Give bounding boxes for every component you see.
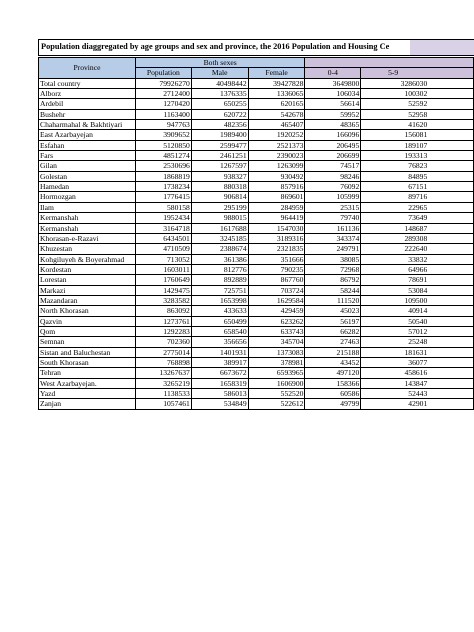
age-5-9-cell[interactable]: [361, 192, 474, 202]
age-0-4-cell[interactable]: 215188: [305, 347, 361, 357]
population-cell[interactable]: 1738234: [135, 182, 191, 192]
female-cell[interactable]: 623262: [248, 316, 305, 326]
population-cell[interactable]: 1868819: [135, 171, 191, 181]
age-5-9-cell[interactable]: [361, 368, 474, 378]
population-cell[interactable]: 1429475: [135, 285, 191, 295]
table-row: [39, 347, 474, 357]
province-name-cell[interactable]: Zanjan: [39, 399, 136, 409]
male-cell[interactable]: 3245185: [191, 233, 248, 243]
male-cell[interactable]: 812776: [191, 264, 248, 274]
province-name-cell[interactable]: Fars: [39, 151, 136, 161]
female-cell[interactable]: 930492: [248, 171, 305, 181]
female-cell[interactable]: 964419: [248, 213, 305, 223]
age-5-9-cell[interactable]: [361, 295, 474, 305]
age-5-9-cell[interactable]: [361, 306, 474, 316]
age-5-9-value: 3286030: [400, 78, 428, 88]
population-column-header[interactable]: Population: [135, 68, 191, 78]
female-cell[interactable]: 39427828: [248, 78, 305, 88]
age-5-9-value: 189107: [404, 140, 428, 150]
male-cell[interactable]: 620722: [191, 109, 248, 119]
female-cell[interactable]: 1373083: [248, 347, 305, 357]
male-cell[interactable]: 892889: [191, 275, 248, 285]
age-0-4-cell[interactable]: 497120: [305, 368, 361, 378]
province-name-cell[interactable]: Ilam: [39, 202, 136, 212]
table-row: [39, 378, 474, 388]
female-cell[interactable]: 284959: [248, 202, 305, 212]
male-cell[interactable]: 2388674: [191, 244, 248, 254]
female-cell[interactable]: 869601: [248, 192, 305, 202]
age-5-9-cell[interactable]: [361, 109, 474, 119]
male-cell[interactable]: 295199: [191, 202, 248, 212]
female-cell[interactable]: 522612: [248, 399, 305, 409]
table-row: [39, 171, 474, 181]
female-cell[interactable]: 1920252: [248, 130, 305, 140]
age-5-9-cell[interactable]: [361, 347, 474, 357]
female-cell[interactable]: 857916: [248, 182, 305, 192]
male-cell[interactable]: 2461251: [191, 151, 248, 161]
table-row: [39, 306, 474, 316]
age-0-4-cell[interactable]: 56197: [305, 316, 361, 326]
age-0-4-cell[interactable]: 98246: [305, 171, 361, 181]
age-5-9-cell[interactable]: [361, 120, 474, 130]
age-0-4-cell[interactable]: 249791: [305, 244, 361, 254]
province-name-cell[interactable]: Chaharmahal & Bakhtiyari: [39, 120, 136, 130]
female-cell[interactable]: 429459: [248, 306, 305, 316]
age-0-4-cell[interactable]: 25315: [305, 202, 361, 212]
province-name-cell[interactable]: Alborz: [39, 89, 136, 99]
age-0-4-cell[interactable]: 49799: [305, 399, 361, 409]
province-name-cell[interactable]: East Azarbayejan: [39, 130, 136, 140]
male-cell[interactable]: 1617688: [191, 223, 248, 233]
age-5-9-value: 73649: [408, 213, 428, 223]
female-cell[interactable]: 351666: [248, 254, 305, 264]
table-row: [39, 275, 474, 285]
age-5-9-cell[interactable]: [361, 99, 474, 109]
age-5-9-cell[interactable]: [361, 223, 474, 233]
table-row: [39, 368, 474, 378]
population-cell[interactable]: 1270420: [135, 99, 191, 109]
province-name-cell[interactable]: North Khorasan: [39, 306, 136, 316]
age-5-9-value: 193313: [404, 151, 428, 161]
age-5-9-value: 84895: [408, 171, 428, 181]
age-0-4-cell[interactable]: 48365: [305, 120, 361, 130]
male-cell[interactable]: 433633: [191, 306, 248, 316]
table-row: [39, 99, 474, 109]
population-cell[interactable]: 580158: [135, 202, 191, 212]
age-5-9-value: 52592: [408, 99, 428, 109]
age-0-4-cell[interactable]: 158366: [305, 378, 361, 388]
female-cell[interactable]: 867760: [248, 275, 305, 285]
female-cell[interactable]: 620165: [248, 99, 305, 109]
table-title-cell[interactable]: [38, 39, 474, 56]
province-name-cell[interactable]: Khuzestan: [39, 244, 136, 254]
male-cell[interactable]: 356656: [191, 337, 248, 347]
table-row: [39, 140, 474, 150]
age-0-4-cell[interactable]: 3649800: [305, 78, 361, 88]
male-cell[interactable]: 1267597: [191, 161, 248, 171]
table-row: [39, 254, 474, 264]
table-row: [39, 357, 474, 367]
male-cell[interactable]: 482356: [191, 120, 248, 130]
female-cell[interactable]: 3189316: [248, 233, 305, 243]
population-cell[interactable]: 2775014: [135, 347, 191, 357]
age-5-9-cell[interactable]: [361, 254, 474, 264]
table-row: [39, 399, 474, 409]
table-row: [39, 192, 474, 202]
age-5-9-value: 22965: [408, 202, 428, 212]
age-5-9-cell[interactable]: [361, 326, 474, 336]
age-5-9-value: 181631: [404, 347, 428, 357]
age-0-4-cell[interactable]: 79740: [305, 213, 361, 223]
female-cell[interactable]: 1547030: [248, 223, 305, 233]
province-name-cell[interactable]: Khorasan-e-Razavi: [39, 233, 136, 243]
male-cell[interactable]: 658540: [191, 326, 248, 336]
age-5-9-value: 42901: [408, 399, 428, 409]
age-5-9-cell[interactable]: [361, 202, 474, 212]
age-5-9-value: 156081: [404, 130, 428, 140]
table-row: [39, 78, 474, 88]
female-cell[interactable]: 6593965: [248, 368, 305, 378]
male-cell[interactable]: 906814: [191, 192, 248, 202]
age-0-4-cell[interactable]: 58244: [305, 285, 361, 295]
table-row: [39, 161, 474, 171]
table-row: [39, 151, 474, 161]
population-table: [38, 57, 474, 410]
age-5-9-value: 76823: [408, 161, 428, 171]
table-row: [39, 120, 474, 130]
age-5-9-value: 143847: [404, 378, 428, 388]
table-row: [39, 130, 474, 140]
population-cell[interactable]: 2530696: [135, 161, 191, 171]
age-0-4-cell[interactable]: 56614: [305, 99, 361, 109]
age-5-9-cell[interactable]: [361, 399, 474, 409]
province-name-cell[interactable]: Hormozgan: [39, 192, 136, 202]
table-row: [39, 89, 474, 99]
age-0-4-cell[interactable]: 105999: [305, 192, 361, 202]
age-5-9-value: 148687: [404, 223, 428, 233]
province-name-cell[interactable]: Semnan: [39, 337, 136, 347]
population-cell[interactable]: 1776415: [135, 192, 191, 202]
province-header[interactable]: Province: [39, 58, 136, 79]
female-cell[interactable]: 465407: [248, 120, 305, 130]
age-5-9-value: 89716: [408, 192, 428, 202]
province-name-cell[interactable]: Qazvin: [39, 316, 136, 326]
province-name-cell[interactable]: Qom: [39, 326, 136, 336]
table-row: [39, 213, 474, 223]
male-cell[interactable]: 880318: [191, 182, 248, 192]
header-row-group: [39, 58, 474, 68]
male-column-header[interactable]: Male: [191, 68, 248, 78]
female-cell[interactable]: 345704: [248, 337, 305, 347]
table-row: [39, 109, 474, 119]
age-5-9-cell[interactable]: [361, 151, 474, 161]
age-5-9-value: 57012: [408, 326, 428, 336]
table-row: [39, 337, 474, 347]
age-5-9-cell[interactable]: [361, 161, 474, 171]
female-cell[interactable]: 2521373: [248, 140, 305, 150]
population-cell[interactable]: 79926270: [135, 78, 191, 88]
male-cell[interactable]: 1401931: [191, 347, 248, 357]
age-0-4-cell[interactable]: 74517: [305, 161, 361, 171]
age-5-9-value: 67151: [408, 182, 428, 192]
age-5-9-label: 5-9: [388, 68, 399, 78]
age-5-9-cell[interactable]: [361, 171, 474, 181]
province-name-cell[interactable]: Kermanshah: [39, 213, 136, 223]
male-cell[interactable]: 725751: [191, 285, 248, 295]
male-cell[interactable]: 1376335: [191, 89, 248, 99]
age-5-9-cell[interactable]: [361, 182, 474, 192]
male-cell[interactable]: 938327: [191, 171, 248, 181]
population-cell[interactable]: 863092: [135, 306, 191, 316]
age-5-9-value: 458616: [404, 368, 428, 378]
table-row: [39, 244, 474, 254]
age-5-9-cell[interactable]: [361, 316, 474, 326]
age-5-9-value: 52958: [408, 109, 428, 119]
table-row: [39, 233, 474, 243]
female-cell[interactable]: 2390023: [248, 151, 305, 161]
population-cell[interactable]: 1760649: [135, 275, 191, 285]
table-row: [39, 326, 474, 336]
province-name-cell[interactable]: Total country: [39, 78, 136, 88]
province-name-cell[interactable]: Mazandaran: [39, 295, 136, 305]
province-name-cell[interactable]: Kordestan: [39, 264, 136, 274]
age-0-4-cell[interactable]: 161136: [305, 223, 361, 233]
female-cell[interactable]: 633743: [248, 326, 305, 336]
male-cell[interactable]: 1989400: [191, 130, 248, 140]
age-5-9-value: 41620: [408, 120, 428, 130]
male-cell[interactable]: 361386: [191, 254, 248, 264]
age-5-9-value: 36077: [408, 357, 428, 367]
age-5-9-value: 100302: [404, 89, 428, 99]
table-row: [39, 223, 474, 233]
age-5-9-cell[interactable]: [361, 285, 474, 295]
age-5-9-value: 33832: [408, 254, 428, 264]
male-cell[interactable]: 2599477: [191, 140, 248, 150]
female-cell[interactable]: 378981: [248, 357, 305, 367]
age-0-4-cell[interactable]: 38085: [305, 254, 361, 264]
male-cell[interactable]: 534849: [191, 399, 248, 409]
age-5-9-value: 78691: [408, 275, 428, 285]
age-0-4-cell[interactable]: 45023: [305, 306, 361, 316]
population-cell[interactable]: 2712400: [135, 89, 191, 99]
population-cell[interactable]: 4851274: [135, 151, 191, 161]
age-5-9-cell[interactable]: [361, 275, 474, 285]
province-name-cell[interactable]: Gilan: [39, 161, 136, 171]
age-5-9-value: 40914: [408, 306, 428, 316]
province-name-cell[interactable]: Yazd: [39, 389, 136, 399]
age-5-9-cell[interactable]: [361, 378, 474, 388]
population-cell[interactable]: 1603011: [135, 264, 191, 274]
age-5-9-cell[interactable]: [361, 264, 474, 274]
age-5-9-value: 53084: [408, 285, 428, 295]
age-5-9-column-header[interactable]: [361, 68, 474, 78]
male-cell[interactable]: 6673672: [191, 368, 248, 378]
province-name-cell[interactable]: Hamedan: [39, 182, 136, 192]
female-cell[interactable]: 2321835: [248, 244, 305, 254]
province-name-cell[interactable]: Sistan and Baluchestan: [39, 347, 136, 357]
age-0-4-cell[interactable]: 59952: [305, 109, 361, 119]
female-cell[interactable]: 542678: [248, 109, 305, 119]
population-cell[interactable]: 6434501: [135, 233, 191, 243]
age-5-9-value: 109500: [404, 295, 428, 305]
population-cell[interactable]: 3164718: [135, 223, 191, 233]
age-0-4-cell[interactable]: 27463: [305, 337, 361, 347]
table-row: [39, 285, 474, 295]
population-cell[interactable]: 13267637: [135, 368, 191, 378]
female-cell[interactable]: 1336065: [248, 89, 305, 99]
table-title: Population diaggregated by age groups and sex and province, the 2016 Population and Housing Ce: [41, 42, 390, 51]
age-0-4-cell[interactable]: 66282: [305, 326, 361, 336]
population-cell[interactable]: 1292283: [135, 326, 191, 336]
age-5-9-cell[interactable]: [361, 337, 474, 347]
province-name-cell[interactable]: Lorestan: [39, 275, 136, 285]
age-0-4-cell[interactable]: 76092: [305, 182, 361, 192]
province-name-cell[interactable]: Ardebil: [39, 99, 136, 109]
both-sexes-header[interactable]: Both sexes: [135, 58, 305, 68]
age-0-4-cell[interactable]: 206495: [305, 140, 361, 150]
age-0-4-cell[interactable]: 111520: [305, 295, 361, 305]
female-cell[interactable]: 703724: [248, 285, 305, 295]
age-5-9-cell[interactable]: [361, 130, 474, 140]
male-cell[interactable]: 40498442: [191, 78, 248, 88]
female-cell[interactable]: 1629584: [248, 295, 305, 305]
table-row: [39, 295, 474, 305]
population-cell[interactable]: 1273761: [135, 316, 191, 326]
male-cell[interactable]: 650255: [191, 99, 248, 109]
table-row: [39, 202, 474, 212]
population-cell[interactable]: 3909652: [135, 130, 191, 140]
age-5-9-value: 289308: [404, 233, 428, 243]
province-name-cell[interactable]: Markazi: [39, 285, 136, 295]
age-5-9-cell[interactable]: [361, 233, 474, 243]
age-5-9-cell[interactable]: [361, 357, 474, 367]
male-cell[interactable]: 650499: [191, 316, 248, 326]
male-cell[interactable]: 1653998: [191, 295, 248, 305]
age-0-4-cell[interactable]: 343374: [305, 233, 361, 243]
male-cell[interactable]: 389917: [191, 357, 248, 367]
age-0-4-cell[interactable]: 166096: [305, 130, 361, 140]
title-cell-tint: [410, 40, 474, 56]
age-5-9-value: 64966: [408, 264, 428, 274]
male-cell[interactable]: 1658319: [191, 378, 248, 388]
population-cell[interactable]: 947763: [135, 120, 191, 130]
age-5-9-value: 50540: [408, 316, 428, 326]
table-row: [39, 264, 474, 274]
age-0-4-column-header[interactable]: 0-4: [305, 68, 361, 78]
population-cell[interactable]: 1138533: [135, 389, 191, 399]
age-5-9-value: 222640: [404, 244, 428, 254]
province-name-cell[interactable]: Kermanshah: [39, 223, 136, 233]
population-cell[interactable]: 3265219: [135, 378, 191, 388]
province-name-cell[interactable]: West Azarbayejan.: [39, 378, 136, 388]
table-row: [39, 182, 474, 192]
population-cell[interactable]: 713052: [135, 254, 191, 264]
population-cell[interactable]: 1057461: [135, 399, 191, 409]
age-5-9-cell[interactable]: [361, 89, 474, 99]
population-cell[interactable]: 5120850: [135, 140, 191, 150]
population-cell[interactable]: 4710509: [135, 244, 191, 254]
age-0-4-cell[interactable]: 72968: [305, 264, 361, 274]
female-cell[interactable]: 1606900: [248, 378, 305, 388]
province-name-cell[interactable]: Kohgiluyeh & Boyerahmad: [39, 254, 136, 264]
age-0-4-cell[interactable]: 86792: [305, 275, 361, 285]
male-cell[interactable]: 988015: [191, 213, 248, 223]
age-0-4-cell[interactable]: 206699: [305, 151, 361, 161]
age-0-4-cell[interactable]: 106034: [305, 89, 361, 99]
age-5-9-cell[interactable]: [361, 389, 474, 399]
age-5-9-value: 25248: [408, 337, 428, 347]
female-cell[interactable]: 552520: [248, 389, 305, 399]
table-row: [39, 316, 474, 326]
province-name-cell[interactable]: South Khorasan: [39, 357, 136, 367]
age-5-9-cell[interactable]: [361, 244, 474, 254]
province-name-cell[interactable]: Tehran: [39, 368, 136, 378]
population-cell[interactable]: 1163400: [135, 109, 191, 119]
population-cell[interactable]: 702360: [135, 337, 191, 347]
population-cell[interactable]: 768898: [135, 357, 191, 367]
province-name-cell[interactable]: Esfahan: [39, 140, 136, 150]
province-name-cell[interactable]: Golestan: [39, 171, 136, 181]
age-group-header[interactable]: [305, 58, 474, 68]
population-cell[interactable]: 3283582: [135, 295, 191, 305]
male-cell[interactable]: 586013: [191, 389, 248, 399]
age-5-9-cell[interactable]: [361, 78, 474, 88]
female-cell[interactable]: 790235: [248, 264, 305, 274]
age-5-9-value: 52443: [408, 389, 428, 398]
age-5-9-cell[interactable]: [361, 140, 474, 150]
female-column-header[interactable]: Female: [248, 68, 305, 78]
age-5-9-cell[interactable]: [361, 213, 474, 223]
population-cell[interactable]: 1952434: [135, 213, 191, 223]
female-cell[interactable]: 1263099: [248, 161, 305, 171]
age-0-4-cell[interactable]: 43452: [305, 357, 361, 367]
table-row: [39, 389, 474, 399]
age-0-4-cell[interactable]: 60586: [305, 389, 361, 399]
province-name-cell[interactable]: Bushehr: [39, 109, 136, 119]
